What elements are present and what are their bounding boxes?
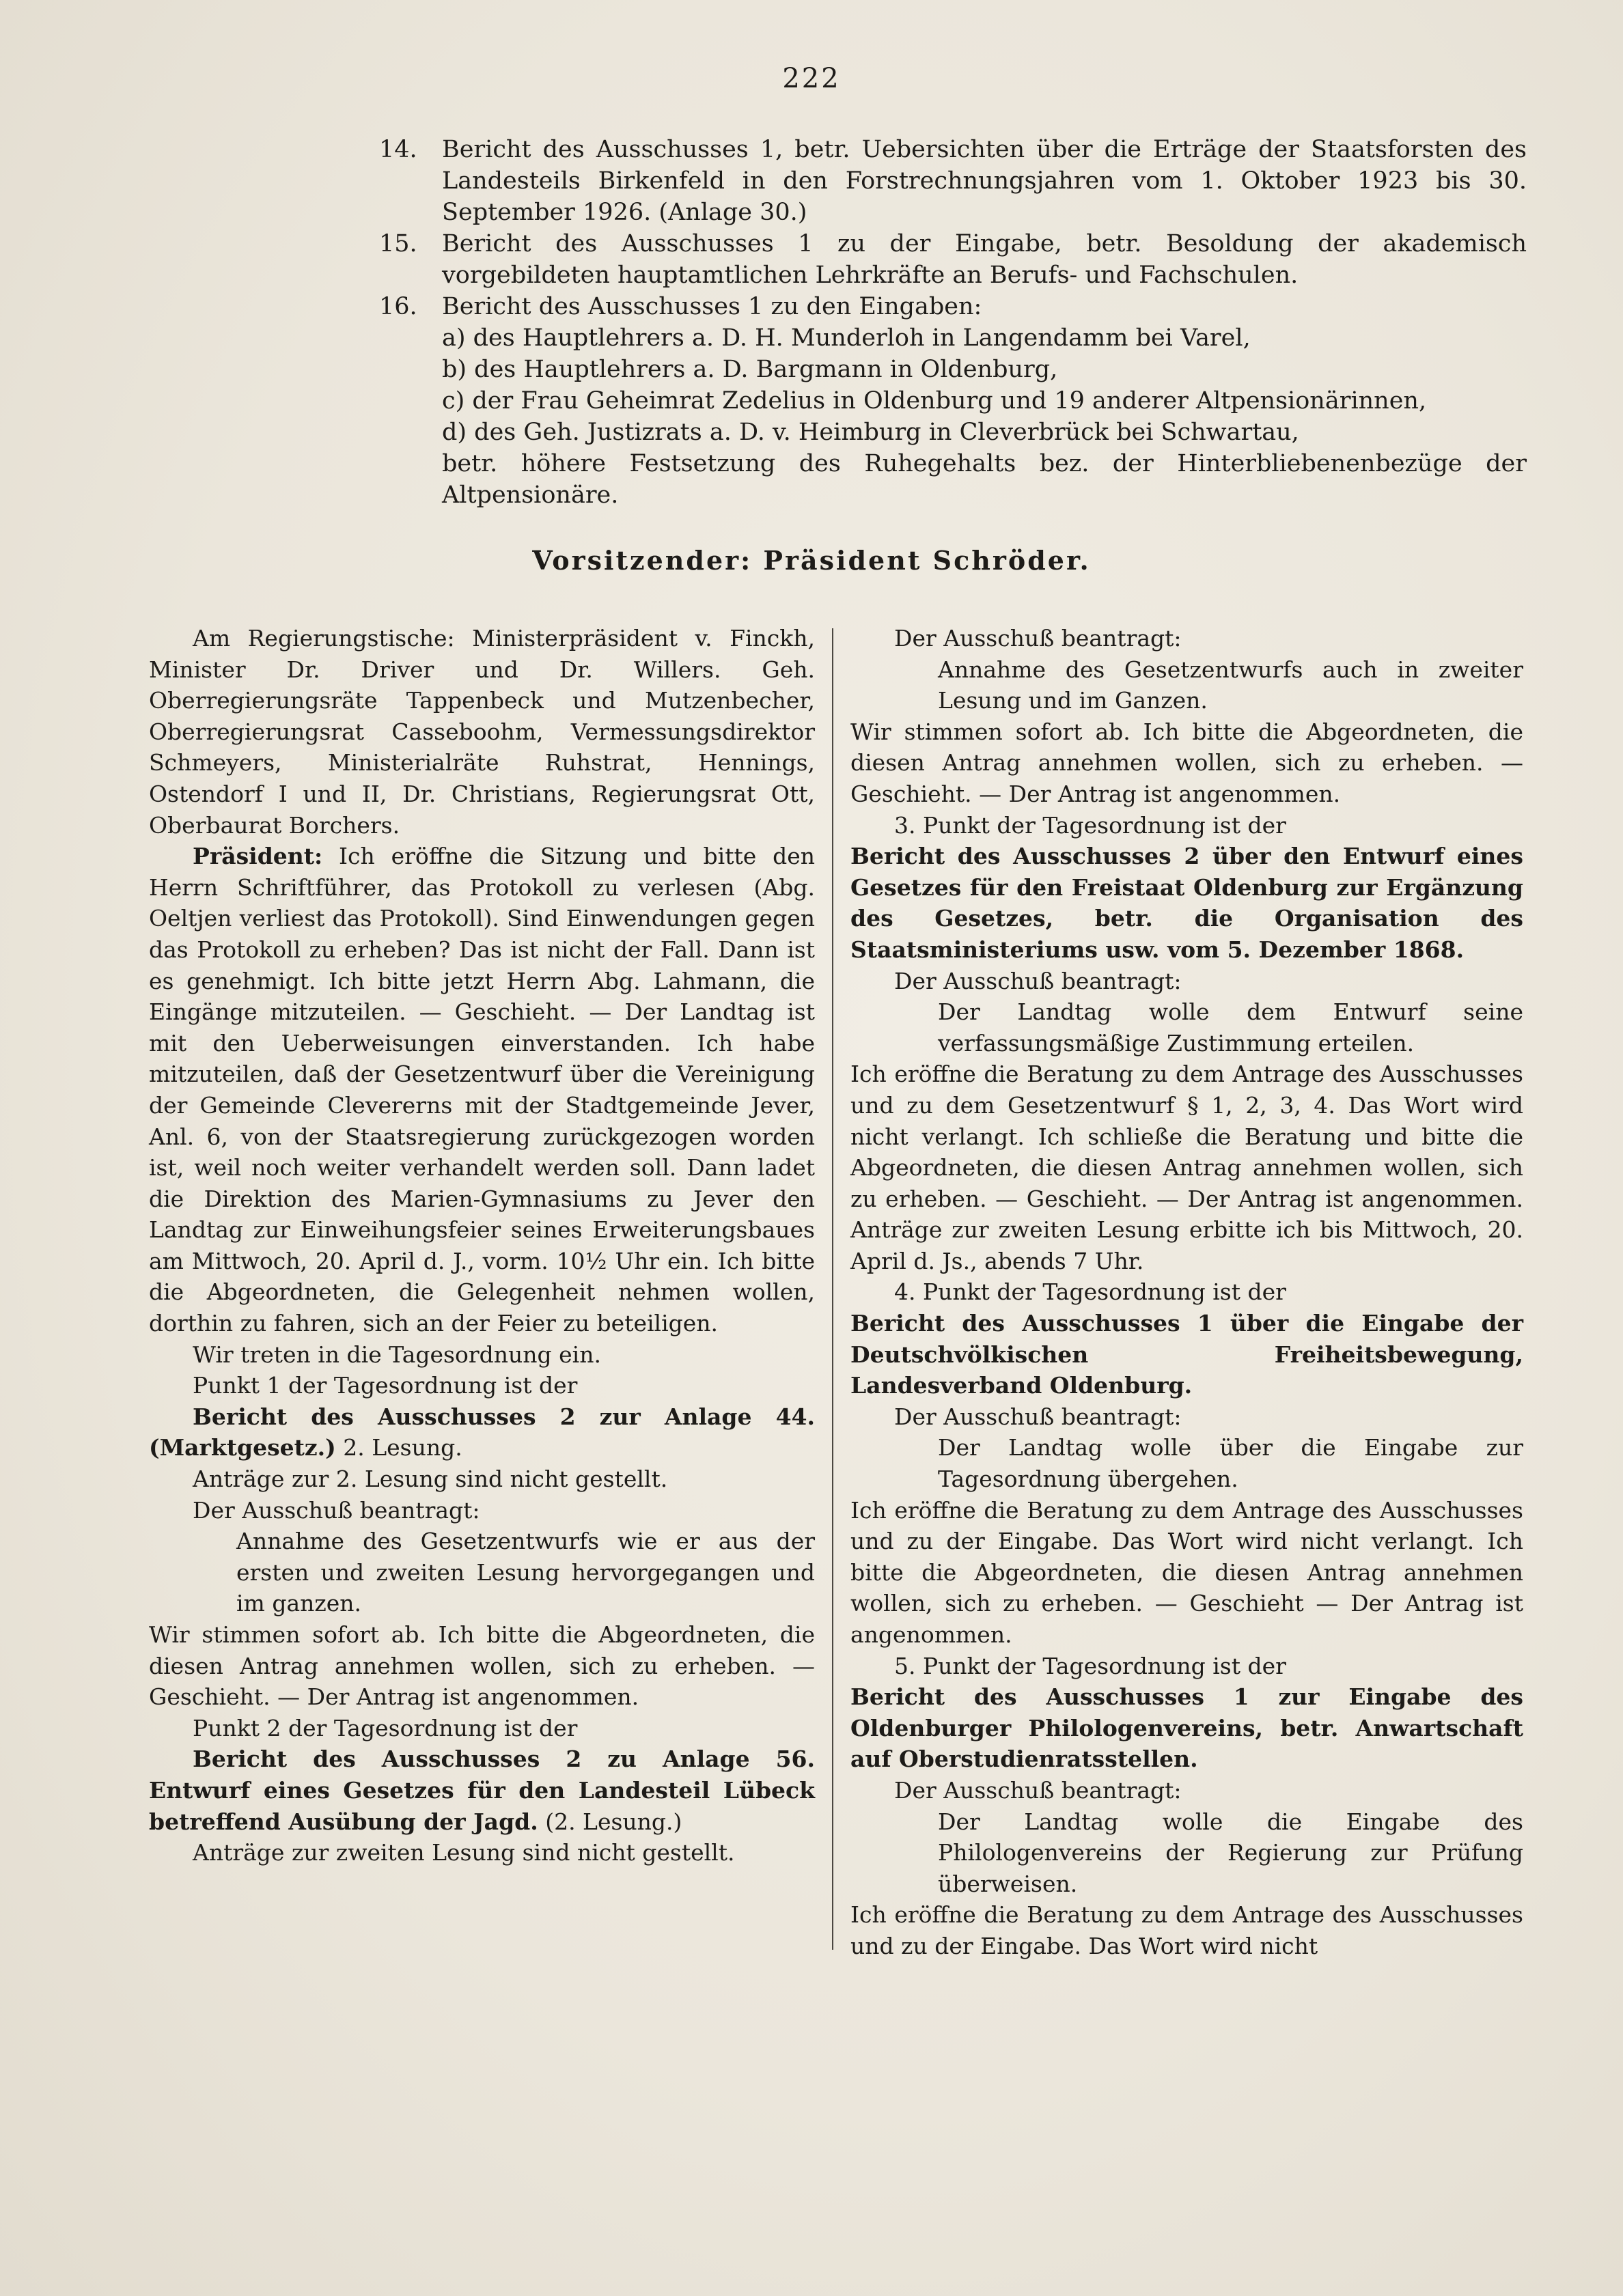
committee-moves: Der Ausschuß beantragt:: [894, 967, 1182, 994]
agenda-item: [379, 291, 1527, 511]
agenda-item-tail: betr. höhere Festsetzung des Ruhegehalts bez. der Hinterbliebenenbezüge der Altpensionäre.: [442, 450, 1527, 509]
agenda-point: 4. Punkt der Tagesordnung ist der: [894, 1278, 1286, 1306]
agenda-point: Punkt 2 der Tagesordnung ist der: [193, 1714, 578, 1741]
vote-paragraph: Wir stimmen sofort ab. Ich bitte die Abgeordneten, die diesen Antrag annehmen wollen, sich zu erheben. — Geschieht. — Der Antrag ist angenommen.: [149, 1621, 815, 1711]
committee-moves: Der Ausschuß beantragt:: [894, 625, 1182, 652]
debate-paragraph: Ich eröffne die Beratung zu dem Antrage des Ausschusses und zu dem Gesetzentwurf § 1, 2, 3, 4. Das Wort wird nicht verlangt. Ich schließe die Beratung und bitte die Abgeordneten, die diesen Antrag annehmen wollen, sich zu erheben. — Geschieht. — Der Antrag ist angenommen. Anträge zur zweiten Lesung erbitte ich bis Mittwoch, 20. April d. Js., abends 7 Uhr.: [850, 1061, 1523, 1274]
agenda-item: [379, 134, 1527, 228]
motion-text: Der Landtag wolle dem Entwurf seine verfassungsmäßige Zustimmung erteilen.: [938, 998, 1523, 1056]
report-title-text: Bericht des Ausschusses 2 zu Anlage 56. Entwurf eines Gesetzes für den Landesteil Lübeck betreffend Ausübung der Jagd.: [149, 1746, 815, 1835]
column-divider: [832, 628, 833, 1950]
agenda-item-text: Bericht des Ausschusses 1 zu den Eingaben:: [442, 293, 982, 320]
agenda-point: 5. Punkt der Tagesordnung ist der: [894, 1652, 1286, 1679]
agenda-item-number: 16.: [379, 293, 417, 320]
report-title: Bericht des Ausschusses 1 über die Eingabe der Deutschvölkischen Freiheitsbewegung, Landesverband Oldenburg.: [850, 1310, 1523, 1399]
speech-text: Ich eröffne die Sitzung und bitte den Herrn Schriftführer, das Protokoll zu verlesen (Abg. Oeltjen verliest das Protokoll). Sind Einwendungen gegen das Protokoll zu erheben? Das ist nicht der Fall. Dann ist es genehmigt. Ich bitte jetzt Herrn Abg. Lahmann, die Eingänge mitzuteilen. — Geschieht. — Der Landtag ist mit den Ueberweisungen einverstanden. Ich habe mitzuteilen, daß der Gesetzentwurf über die Vereinigung der Gemeinde Clevererns mit der Stadtgemeinde Jever, Anl. 6, von der Staatsregierung zurückgezogen worden ist, weil noch weiter verhandelt werden soll. Dann ladet die Direktion des Marien-Gymnasiums zu Jever den Landtag zur Einweihungsfeier seines Erweiterungsbaues am Mittwoch, 20. April d. J., vorm. 10½ Uhr ein. Ich bitte die Abgeordneten, die Gelegenheit nehmen wollen, dorthin zu fahren, sich an der Feier zu beteiligen.: [149, 843, 815, 1337]
paragraph: Anträge zur 2. Lesung sind nicht gestellt.: [193, 1466, 668, 1493]
agenda-subitem: b) des Hauptlehrers a. D. Bargmann in Oldenburg,: [442, 356, 1058, 383]
paragraph: Wir treten in die Tagesordnung ein.: [193, 1341, 601, 1368]
agenda-item-number: 15.: [379, 230, 417, 257]
president-speech: [149, 841, 815, 1339]
committee-moves: Der Ausschuß beantragt:: [193, 1496, 480, 1524]
agenda-item-text: Bericht des Ausschusses 1, betr. Uebersichten über die Erträge der Staatsforsten des Landesteils Birkenfeld in den Forstrechnungsjahren vom 1. Oktober 1923 bis 30. September 1926. (Anlage 30.): [442, 136, 1527, 226]
agenda-subitem: c) der Frau Geheimrat Zedelius in Oldenburg und 19 anderer Altpensionärinnen,: [442, 387, 1427, 415]
agenda-sublist: [442, 322, 1527, 448]
committee-moves: Der Ausschuß beantragt:: [894, 1776, 1182, 1804]
vote-paragraph: Wir stimmen sofort ab. Ich bitte die Abgeordneten, die diesen Antrag annehmen wollen, sich zu erheben. — Geschieht. — Der Antrag ist angenommen.: [850, 718, 1523, 807]
reading-note: 2. Lesung.: [335, 1434, 462, 1461]
report-title: [149, 1401, 815, 1464]
report-title: Bericht des Ausschusses 2 über den Entwurf eines Gesetzes für den Freistaat Oldenburg zur Ergänzung des Gesetzes, betr. die Organisation des Staatsministeriums usw. vom 5. Dezember 1868.: [850, 843, 1523, 963]
reading-note: (2. Lesung.): [538, 1808, 682, 1835]
speaker-label: Präsident:: [193, 843, 323, 870]
chair-heading: Vorsitzender: Präsident Schröder.: [532, 545, 1091, 576]
debate-paragraph: Ich eröffne die Beratung zu dem Antrage des Ausschusses und zu der Eingabe. Das Wort wird nicht verlangt. Ich bitte die Abgeordneten, die diesen Antrag annehmen wollen, sich zu erheben. — Geschieht — Der Antrag ist angenommen.: [850, 1496, 1523, 1648]
motion-text: Annahme des Gesetzentwurfs wie er aus der ersten und zweiten Lesung hervorgegangen und im ganzen.: [236, 1528, 815, 1617]
agenda-subitem: d) des Geh. Justizrats a. D. v. Heimburg in Cleverbrück bei Schwartau,: [442, 419, 1299, 446]
page-number: 222: [782, 63, 841, 94]
debate-paragraph: Ich eröffne die Beratung zu dem Antrage des Ausschusses und zu der Eingabe. Das Wort wird nicht: [850, 1901, 1523, 1959]
report-title-text: Bericht des Ausschusses 2 zur Anlage 44. (Marktgesetz.): [149, 1403, 815, 1461]
government-bench: Am Regierungstische: Ministerpräsident v. Finckh, Minister Dr. Driver und Dr. Willers. Geh. Oberregierungsräte Tappenbeck und Mutzenbecher, Oberregierungsrat Casseboohm, Vermessungsdirektor Schmeyers, Ministerialräte Ruhstrat, Hennings, Ostendorf I und II, Dr. Christians, Regierungsrat Ott, Oberbaurat Borchers.: [149, 625, 815, 839]
agenda-point: Punkt 1 der Tagesordnung ist der: [193, 1372, 578, 1399]
agenda-item: [379, 228, 1527, 291]
motion-text: Der Landtag wolle die Eingabe des Philologenvereins der Regierung zur Prüfung überweisen.: [938, 1808, 1523, 1897]
right-column: [850, 623, 1523, 1962]
motion-text: Der Landtag wolle über die Eingabe zur Tagesordnung übergehen.: [938, 1434, 1523, 1493]
motion-text: Annahme des Gesetzentwurfs auch in zweiter Lesung und im Ganzen.: [938, 656, 1523, 714]
agenda-list: [379, 134, 1527, 511]
agenda-item-number: 14.: [379, 136, 417, 163]
agenda-subitem: a) des Hauptlehrers a. D. H. Munderloh in Langendamm bei Varel,: [442, 324, 1251, 352]
committee-moves: Der Ausschuß beantragt:: [894, 1403, 1182, 1430]
report-title: [149, 1744, 815, 1837]
report-title: Bericht des Ausschusses 1 zur Eingabe des Oldenburger Philologenvereins, betr. Anwartschaft auf Oberstudienratsstellen.: [850, 1683, 1523, 1773]
left-column: [149, 623, 815, 1868]
agenda-point: 3. Punkt der Tagesordnung ist der: [894, 811, 1286, 839]
agenda-item-text: Bericht des Ausschusses 1 zu der Eingabe, betr. Besoldung der akademisch vorgebildeten hauptamtlichen Lehrkräfte an Berufs- und Fachschulen.: [442, 230, 1527, 289]
paragraph: Anträge zur zweiten Lesung sind nicht gestellt.: [193, 1839, 735, 1866]
